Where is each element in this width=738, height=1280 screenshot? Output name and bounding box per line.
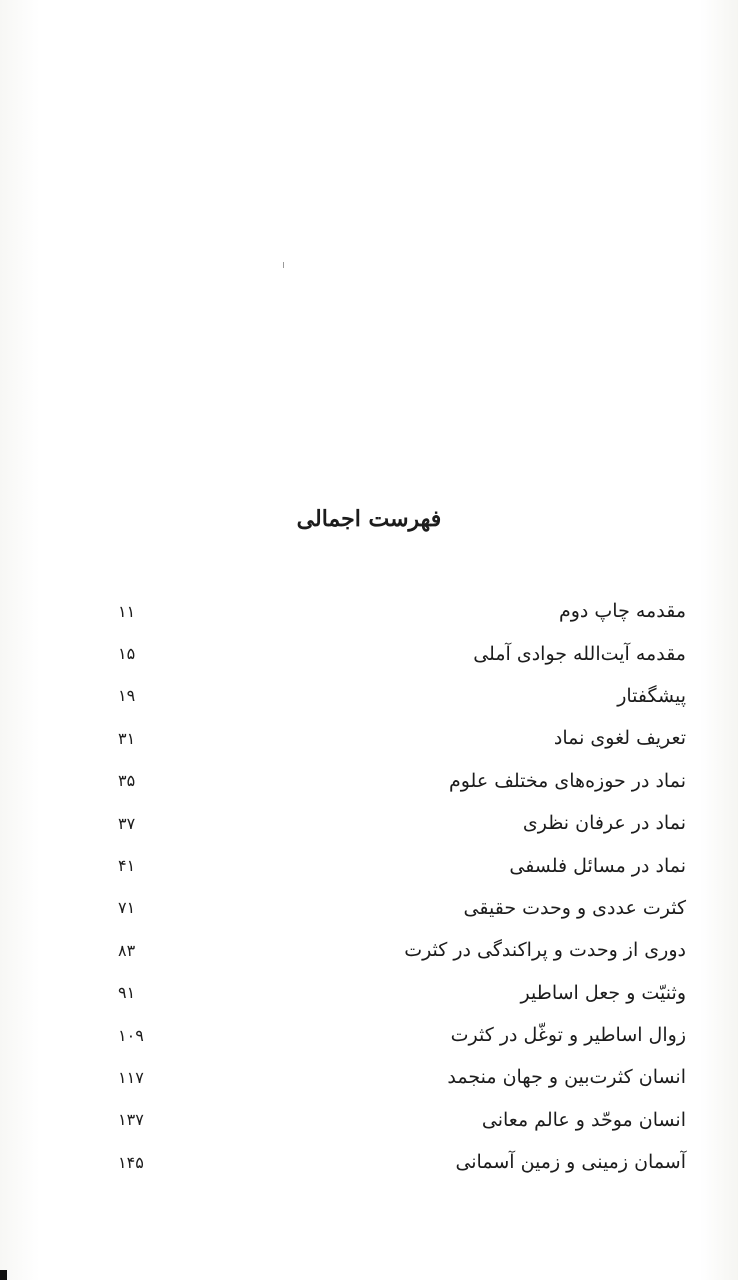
- toc-entry-page: ۳۷: [118, 813, 136, 833]
- toc-entry: [118, 887, 686, 929]
- paper-speck: [283, 262, 284, 268]
- toc-entry: [118, 1099, 686, 1141]
- toc-entry-page: ۱۳۷: [118, 1110, 144, 1130]
- toc-entry: [118, 972, 686, 1014]
- toc-entry: [118, 760, 686, 802]
- toc-entry-page: ۳۱: [118, 728, 136, 748]
- toc-entry: [118, 717, 686, 759]
- toc-entry-title: نماد در عرفان نظری: [522, 812, 686, 835]
- toc-entry-title: انسان کثرت‌بین و جهان منجمد: [447, 1066, 686, 1089]
- toc-entry: [118, 1014, 686, 1056]
- toc-entry-title: تعریف لغوی نماد: [553, 727, 686, 750]
- toc-entry: [118, 844, 686, 886]
- toc-entry-page: ۸۳: [118, 940, 136, 960]
- toc-entry-page: ۷۱: [118, 898, 136, 918]
- toc-entry: [118, 632, 686, 674]
- toc-entry-title: مقدمه چاپ دوم: [558, 600, 686, 623]
- table-of-contents: [118, 590, 686, 1183]
- toc-entry-title: نماد در مسائل فلسفی: [509, 854, 686, 877]
- toc-entry-title: پیشگفتار: [617, 684, 686, 707]
- toc-entry: [118, 929, 686, 971]
- toc-entry-page: ۹۱: [118, 983, 136, 1003]
- toc-entry: [118, 675, 686, 717]
- toc-entry-page: ۴۱: [118, 856, 136, 876]
- toc-entry-page: ۱۴۵: [118, 1152, 144, 1172]
- toc-entry-title: کثرت عددی و وحدت حقیقی: [463, 896, 686, 919]
- scan-corner-mark: [0, 1270, 7, 1280]
- page-title: فهرست اجمالی: [296, 506, 442, 532]
- toc-entry-title: نماد در حوزه‌های مختلف علوم: [448, 769, 686, 792]
- toc-entry-title: انسان موحّد و عالم معانی: [481, 1108, 686, 1131]
- toc-entry-title: دوری از وحدت و پراکندگی در کثرت: [404, 939, 686, 962]
- toc-entry: [118, 1141, 686, 1183]
- toc-entry-page: ۱۱: [118, 601, 136, 621]
- toc-entry-page: ۱۱۷: [118, 1067, 144, 1087]
- toc-entry-page: ۱۰۹: [118, 1025, 144, 1045]
- toc-entry-title: زوال اساطیر و توغّل در کثرت: [450, 1024, 686, 1047]
- toc-entry: [118, 1056, 686, 1098]
- toc-entry-title: آسمان زمینی و زمین آسمانی: [455, 1151, 686, 1174]
- toc-entry-page: ۱۵: [118, 644, 136, 664]
- toc-entry-page: ۳۵: [118, 771, 136, 791]
- toc-entry-title: وثنیّت و جعل اساطیر: [520, 981, 686, 1004]
- toc-entry-page: ۱۹: [118, 686, 136, 706]
- toc-entry-title: مقدمه آیت‌الله جوادی آملی: [473, 642, 686, 665]
- toc-entry: [118, 802, 686, 844]
- toc-entry: [118, 590, 686, 632]
